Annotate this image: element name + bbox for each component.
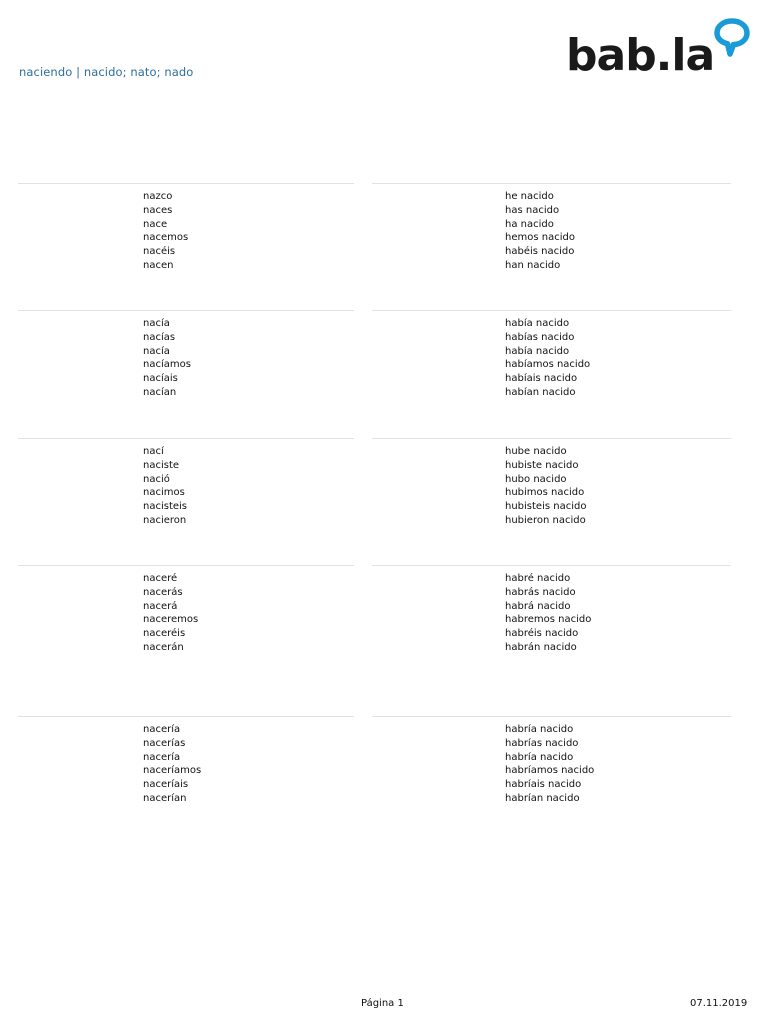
verb-form: nacen [143,259,174,271]
verb-form: naceré [143,573,178,584]
verb-form: habríamos nacido [505,765,595,777]
verb-form: nacían [143,386,177,398]
verb-form: nacíamos [143,359,191,371]
verb-form: nacería [143,724,181,735]
verb-form: has nacido [505,204,560,216]
divider [372,438,731,439]
verb-form: habéis nacido [505,246,575,258]
compound-tense-list [505,723,594,806]
divider [372,183,731,184]
compound-tense-list [505,572,591,655]
verb-form: habíamos nacido [505,359,591,371]
verb-form: nacerías [143,737,186,749]
verb-form: hubimos nacido [505,487,585,499]
verb-form: hubieron nacido [505,514,586,526]
speech-bubble-icon [714,18,750,58]
verb-form: nacías [143,331,176,343]
verb-form: naceréis [143,628,186,640]
verb-form: habría nacido [505,751,574,763]
verb-form: hubo nacido [505,473,567,485]
verb-form: hubisteis nacido [505,501,587,513]
verb-form: habréis nacido [505,628,579,640]
verb-form: habrás nacido [505,586,576,598]
verb-form: nacimos [143,487,185,499]
verb-form: hemos nacido [505,232,575,244]
simple-tense-list [143,317,191,400]
verb-form: nace [143,218,168,230]
verb-form: nacéis [143,246,176,258]
verb-form: nacemos [143,232,189,244]
verb-form: habrán nacido [505,641,577,653]
verb-form: habrían nacido [505,792,580,804]
divider [18,183,354,184]
divider [372,310,731,311]
verb-form: habríais nacido [505,779,582,791]
verb-form: habían nacido [505,386,576,398]
divider [18,716,354,717]
conjugation-block [0,716,768,816]
verb-form: naciste [143,459,180,471]
verb-form: he nacido [505,191,554,202]
verb-form: habrá nacido [505,600,571,612]
print-date: 07.11.2019 [690,998,748,1009]
verb-form: hubiste nacido [505,459,579,471]
verb-form: hube nacido [505,446,567,457]
page-number: Página 1 [361,998,404,1009]
divider [18,438,354,439]
divider [18,565,354,566]
simple-tense-list [143,572,198,655]
verb-form: ha nacido [505,218,554,230]
divider [372,565,731,566]
verb-form: había nacido [505,345,570,357]
verb-form: nacía [143,318,170,329]
verb-form: nacerá [143,600,178,612]
verb-form: habíais nacido [505,373,578,385]
verb-form: habría nacido [505,724,574,735]
verb-form: nacía [143,345,170,357]
compound-tense-list [505,190,575,273]
verb-form: había nacido [505,318,570,329]
verb-forms-subtitle: naciendo | nacido; nato; nado [19,65,194,79]
verb-form: habremos nacido [505,614,592,626]
verb-form: nacerán [143,641,184,653]
conjugation-block [0,565,768,665]
logo-text: bab.la [566,30,715,81]
simple-tense-list [143,445,187,528]
verb-form: nacieron [143,514,187,526]
verb-form: habrías nacido [505,737,579,749]
compound-tense-list [505,445,586,528]
verb-form: nacería [143,751,181,763]
conjugation-block [0,183,768,283]
babla-logo [566,18,756,82]
simple-tense-list [143,190,188,273]
verb-form: nacíais [143,373,178,385]
divider [18,310,354,311]
verb-form: nacerían [143,792,187,804]
verb-form: nazco [143,191,173,202]
simple-tense-list [143,723,201,806]
verb-form: naceríamos [143,765,202,777]
divider [372,716,731,717]
verb-form: naces [143,204,173,216]
conjugation-block [0,310,768,410]
compound-tense-list [505,317,590,400]
verb-form: habías nacido [505,331,575,343]
verb-form: nació [143,473,170,485]
verb-form: habré nacido [505,573,571,584]
verb-form: nací [143,446,164,457]
verb-form: naceremos [143,614,199,626]
verb-form: nacisteis [143,501,188,513]
verb-form: nacerás [143,586,183,598]
verb-form: naceríais [143,779,189,791]
conjugation-block [0,438,768,538]
verb-form: han nacido [505,259,561,271]
